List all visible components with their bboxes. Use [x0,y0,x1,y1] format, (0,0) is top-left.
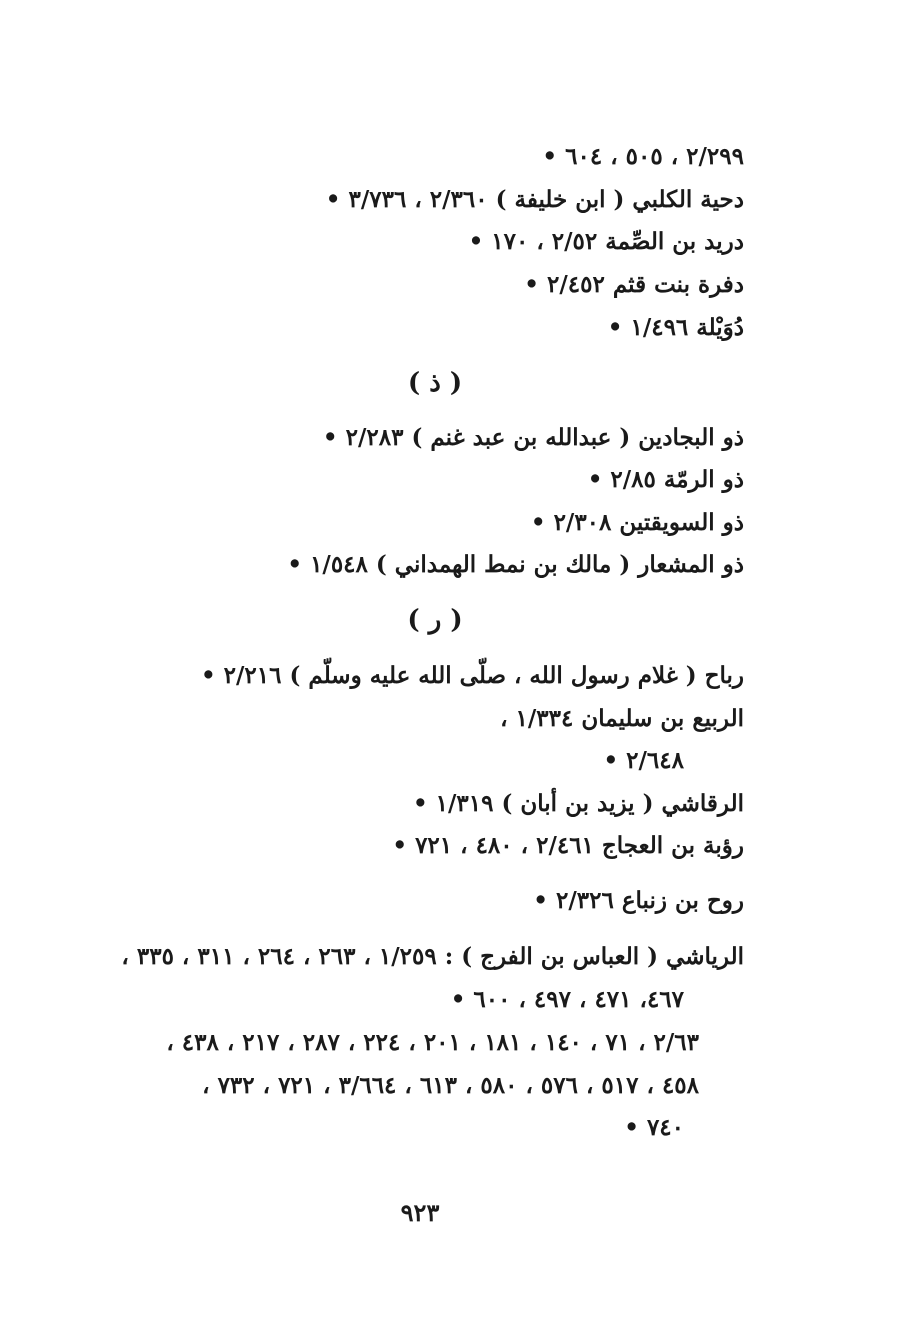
index-entry-continuation: ٤٦٧، ٤٧١ ، ٤٩٧ ، ٦٠٠ • [450,986,684,1013]
index-entry: روح بن زنباع ٢/٣٢٦ • [533,887,744,914]
index-entry: ذو السويقتين ٢/٣٠٨ • [530,509,744,536]
index-entry-continuation: ٧٤٠ • [624,1114,684,1141]
index-entry: الرياشي ( العباس بن الفرج ) : ١/٢٥٩ ، ٢٦٣ ، ٢٦٤ ، ٣١١ ، ٣٣٥ ، [121,943,744,970]
index-entry: رؤبة بن العجاج ٢/٤٦١ ، ٤٨٠ ، ٧٢١ • [392,832,744,859]
index-entry: ذو البجادين ( عبدالله بن عبد غنم ) ٢/٢٨٣ • [322,424,744,451]
index-entry: دحية الكلبي ( ابن خليفة ) ٢/٣٦٠ ، ٣/٧٣٦ • [325,186,744,213]
index-entry: ذو المشعار ( مالك بن نمط الهمداني ) ١/٥٤٨ • [287,551,744,578]
index-entry: ٢/٢٩٩ ، ٥٠٥ ، ٦٠٤ • [542,143,744,170]
index-entry: دفرة بنت قثم ٢/٤٥٢ • [524,271,744,298]
index-entry: ذو الرمّة ٢/٨٥ • [587,466,744,493]
index-entry-continuation: ٤٥٨ ، ٥١٧ ، ٥٧٦ ، ٥٨٠ ، ٦١٣ ، ٣/٦٦٤ ، ٧٢١ ، ٧٣٢ ، [202,1072,699,1099]
section-heading-dhal: ( ذ ) [407,368,463,398]
index-entry-continuation: ٢/٦٤٨ • [603,747,684,774]
page-number: ٩٢٣ [400,1198,440,1227]
index-entry: دريد بن الصِّمة ٢/٥٢ ، ١٧٠ • [468,228,744,255]
index-entry: دُوَيْلة ١/٤٩٦ • [607,314,744,341]
index-entry: الربيع بن سليمان ١/٣٣٤ ، [500,705,744,732]
index-entry-continuation: ٢/٦٣ ، ٧١ ، ١٤٠ ، ١٨١ ، ٢٠١ ، ٢٢٤ ، ٢٨٧ ، ٢١٧ ، ٤٣٨ ، [166,1029,699,1056]
section-heading-ra: ( ر ) [407,605,463,635]
index-entry: الرقاشي ( يزيد بن أبان ) ١/٣١٩ • [412,790,744,817]
index-entry: رباح ( غلام رسول الله ، صلّى الله عليه وسلّم ) ٢/٢١٦ • [200,662,744,689]
